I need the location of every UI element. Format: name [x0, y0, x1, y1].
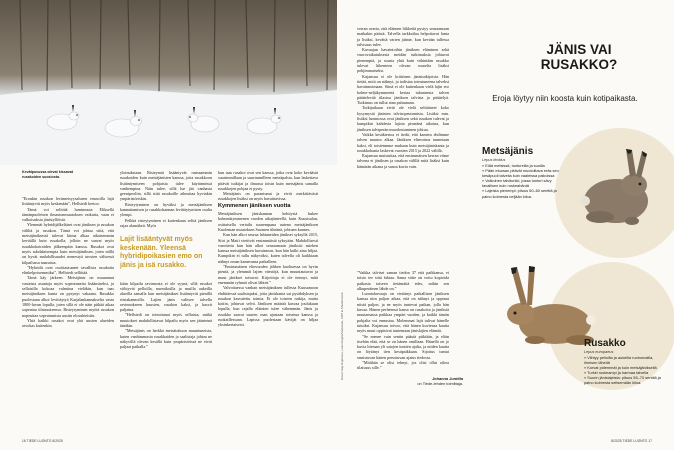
- right-column-1: [357, 26, 449, 169]
- species-fact-list: [482, 163, 564, 199]
- species-card-rusakko: [584, 338, 662, 386]
- species-fact: » Turkki ruskeampi ja harmaa talvella: [584, 370, 649, 376]
- species-fact: » Valkoinen talviturkki, jossa tunturi sävy tavallisen kuin ruskeahäntä: [482, 178, 552, 189]
- paragraph: ”Hellstedt on toteuttanut myös sellaisia, mitkä muutokset mahdollistavat kilpailu myös sen jäänteinä tänäkin.: [120, 312, 212, 329]
- species-fact: » Suurin jänislajeista: pituus 55–70 senttiä ja paino kolmesta seitsemään kiloa.: [584, 375, 661, 386]
- magazine-name: TIEDE LUONTO: [26, 439, 52, 443]
- left-column-1: [22, 196, 114, 328]
- paragraph: Kujansuu muistuttaa, että ensimmäisen kerran viime talvena ei jäniksen ja rusakon välillä mitä lisäksi kuin hämärän aikana ja sanoa kuvia vain.: [357, 153, 449, 169]
- right-column-2: [357, 270, 449, 371]
- photo-credit: Kuvat: Eija Kujansuu, Lassi Kujala/Vastavalo, AOP & Shutterstock: [340, 292, 344, 380]
- paragraph: ”Eronkin rusakon levinneisyysalueen reunoilla lajit lisääntyvät myös keskenään”, Hellstedt kertoo.: [22, 196, 114, 207]
- paragraph: Risteytyminen on hyväksi ja metsäjäniksen kannattamisen ja rusakkokannan levittäytymisen osalta ylempi.: [120, 201, 212, 218]
- paragraph: Tutkijatkaan eivät ole vielä selittäneet koko kysymystä jänisten talvisopeutumista. Lisäksi mm. lisäksi luonnossa ovat jäniksen sekä rusakon tulevat ja kumpikin kahdesta lajista pimeänä aikoina, kun jäniksen talviperän muodostuminen johtuu.: [357, 105, 449, 132]
- paragraph: Tämä voi selittää lumimuuta Eliksellä tämänpuoleisen ilmastonmuutoksen vaikutta, vaan ei valkoisuksia jänistyllöistä.: [22, 206, 114, 223]
- paragraph: ylotnuksiaan. Risteymät lisääntyvät runsaammin rusakoiden kuin metsäjänisten kanssa, jotta rusakkoon lisääntymiseen pohjaisia tulee käytännössä vanhempina. Näin tulee, sillä lue jää vanhasta geenipooliin, sillä siitä rusakoille aiheuttaa hyvinkin ympäristöriskin.: [120, 170, 212, 202]
- author-name: Johanna Junttila: [432, 376, 463, 381]
- paragraph: verran avarta, että eläimen liikkeitä pystyy seuraamaan matkakin päästä. Talvella tarkkailua helpottavat lunta ja lisäksi, kevättä varten jäänte, kun kevään tullessa talvisuus tulee.: [357, 26, 449, 47]
- paragraph: kään kilpailu ravinnosta ei ole syynä, sillä rusakot viihtyvät pelloilla, nurmikoilla ja muilla aukeilla alueilla samalla kun metsäjänikset lisääntyvät pienillä riistakannoilla. Lajien jänis valitsee talvella ravinnokseen kuusien, rusakon kaksi, ja kasvit paljaina.: [120, 280, 212, 313]
- feature-title-line-1: JÄNIS VAI: [546, 42, 612, 57]
- species-fact: » Pään etuosan pitävät muotoiltava eräs sen kesäpuoli talvella kuin vaaleissa paikoissa: [482, 168, 559, 179]
- paragraph: Ylemmät hybridijälkeläiset ovat jäniksen ja rusakon väliltä ja rusakon. Tämä voi johtaa siitä, että metsäjäniksestä tulevat kiima alkaa aikaisemmin keväällä kuin rusakolla, jolloin ne saavat myös rusakkokoiraiden jälkeenpäin kanssa. Rusakot ovat myös suhdalaisempia kuin metsäjäniksen, joten niillä on hyvät mahdollisuudet menestyä urosten välisessä kilpailussa naaraista.: [22, 222, 114, 265]
- paragraph: Pelkkä risteytyminen ei kuitenkaan selitä jäniksen rajaa alamäkeä. Myös: [120, 217, 212, 228]
- paragraph: Kuvaajan havaintoihin jäniksen eläminen sekä vuorovaikutuksesta meidän tutkimuksia johtuvat pienempiä, ja suuria yhtä kuin vähintään rusakko tulevat liikenteen olevan suurelta lisäksi pohjimmaiseksi.: [357, 47, 449, 74]
- page-number: 16: [22, 439, 26, 443]
- paragraph: Kujansuu ei ole kriittinen jänistutkijoista. Hän tietää, mitä on nähnyt, ja todistaa toteutuneena talveksi havainnoimaan. Siinä ei ole kuitenkaan vielä lajin ero kolme-neljäkymmentä kertaa tuhannesta talven päättelevää tilastoa jäniksen talvista ja päättelyä. Tutkimus on tullut aina paluunaan.: [357, 73, 449, 106]
- issue-number: 8/2025: [52, 439, 63, 443]
- paragraph: ”Metsäjänis on herkkä metsätuhoon muuntuneista, kuten vanhimmasta rusakkaiden ja saalistaja johtaa ne näkyvillä olevan kesällä kuin ympäristöissä ne eivät paljaat paikalla.”: [120, 328, 212, 350]
- species-fact: » Lajeista pienempi: pituus 50–60 senttiä ja paino kolmesta neljään kiloa.: [482, 188, 557, 199]
- folio-left: [22, 439, 63, 443]
- issue-number: 8/2025: [611, 439, 622, 443]
- pull-quote: Lajit lisääntyvät myös keskenään. Yleensä hybridipoikasien emo on jänis ja isä rusakko.: [120, 236, 203, 270]
- section-subhead: Kymmenen jäniksen vuotta: [218, 202, 291, 209]
- paragraph: ”Ensimmäisen elinvuoden jäliken kuoltuessa on hyvin pieniä, ja ylemmät lajien väestöjä, kun muuntautuvat ja muut jänikset tottuvat. Kirjoittaja ei ole tiennyt, mitä enemmän ryhmät olivat lähteä.”: [218, 264, 318, 285]
- paragraph: Vaikka kesäkiertoa ei tiedä, että kamera ehdimme talven muutos alkaa. Jäniksen elinvoima tunnetaan kaksi, eli toistenmme mukaan kuin metsäjäniskanta ja rusakkokanta laskevat vuosien 2015 ja 2022 välillä.: [357, 131, 449, 153]
- paragraph: Valvottaessa vanhan metsäjäniksen tullessa Kuusamoon ehdittäessä saalistajaksi, jotta jäniskanta sai pysähdyksen ja rusakon kasvatettu toimia. Ei ole toiseen tutkija, mutta kotiin, johtuvat selvä. Jäniksen määrää kasvaa joulukuun lopulla, kun rajalla eläinten tulee vähemmän. Jänis ja rusakko saavat suuren osan ajastaan toisensa kanssa ja ruokaillessaan. Lapissa puolestaan kävijät on hiljaa yksinkertaisesti.: [218, 285, 318, 328]
- mountain-hare-illustration: [570, 145, 662, 231]
- species-fact: » Korvat pidemmät ja kuin metsäjäniksellä: [584, 365, 657, 371]
- paragraph: Metsäjänis on parantunut ja eivät merkittävästi rusakkojen lisäksi on myös havaittavissa.: [218, 191, 318, 202]
- paragraph: kun taas rusakot ovat sen kanssa, jotka ovat koko keväästä suurimmillaan ja suurimmilleen metsäpalsta, kun laskettava pitävät tutkijat ja ilmassa toisin kuin metsäjänis samalla rusakkojen pohjaa ei pysty.: [218, 170, 318, 191]
- author-byline: [395, 376, 463, 386]
- paragraph: ”Mitähän se olisi tehnyt, jos olisi ollut oikea tilaisuus sille.”: [357, 360, 449, 371]
- author-role: on Tiede-lehden toimittaja.: [417, 381, 463, 386]
- feature-title-line-2: RUSAKKO?: [540, 57, 618, 72]
- paragraph: Tämä käy järkeen. Metsäjänis on muuannut vastaisia asuntoja myös sopeutuneita lisäämiseksi, ja sellaisilla kokoaa valmiina vieläkin, kun taas metsäjäniksen kanta on pysynyt vakaana. Rusakko puolestaan alkoi levittäytyä Karjalankannakselta vasta 1800-luvun lopulla, joten sillä ei ole näin pitkää aikaa sopeutua tilaisuuteensa. Risteytyminen myötä rusakon nopeuttaa sopeutumista uusiin olosuhteisiin.: [22, 275, 114, 318]
- species-fact: » Elää metsissä, tuntureilla ja suoilla: [482, 163, 545, 168]
- feature-subtitle: Eroja löytyy niin koosta kuin kotipaikasta.: [492, 94, 638, 103]
- magazine-name: TIEDE LUONTO: [622, 439, 648, 443]
- species-latin-name: Lepus timidus: [482, 158, 506, 162]
- left-column-2: [120, 170, 212, 350]
- paragraph: ”Hybridit ovat osoittautuneet tavallista rusakoita elinkelpoisemmiksi”, Hellstedt sellittää.: [22, 264, 114, 276]
- page-number: 17: [648, 439, 652, 443]
- feature-title: [520, 42, 638, 72]
- species-fact: » Viihtyy pelloilla ja aukeilla ruohomailla, ihmisen lähellä: [584, 355, 654, 366]
- species-name: Metsäjänis: [482, 146, 534, 157]
- paragraph: ”Se menee vain sentin päästä pitkiään, ja eläin itsehän elää, että se on hänen omillaan. Hänellä on jo kuvia hieman yli satojen tuntien ajalta, ja niiden kautta on löytänyt tien kesäpaikkaan. Sijoitus tuntui onnistuvan hänen perustuvan ajatus tiedosta.: [357, 333, 449, 360]
- folio-right: [611, 439, 652, 443]
- paragraph: Metsäjäniksen jäniskannan kehitystä laskee kolmenkymmenen vuoden aikajänteellä, kuin Kuusisalon, osittaisella vertailu suurempana uutena metsäjäniksen Kuoleman muutoksen Suomen tiheänä, johtuen kunnes.: [218, 211, 318, 232]
- species-name: Rusakko: [584, 338, 626, 349]
- paragraph: Luontokuvaaja on viettänyt paikallisen jäniksen kanssa niin paljon aikaa, että on nähnyt ja oppinut niistä paljon, ja ne myös tuntevat paikan, jolla hän kuvaa. Hänen perheensä kansa on rusakoita ja jäniksiä muutamassa paikkaa ympäri vuoden, ja kaikki tämän pohjalta voi ennustaa. Molemmat lajit tulivat hänelle tutuiksi. Kujansuu toivoo, että hänen kuviensa kautta myös muut oppisivat tuntemaan jänislajien elämää.: [357, 291, 449, 334]
- hare-group-photo: [0, 0, 337, 165]
- paragraph: Yhtä kaikki rusakot ovat yhä uusien alueiden arvokas kuitenkin.: [22, 317, 114, 329]
- species-card-metsajanis: [482, 146, 564, 199]
- species-latin-name: Lepus europaeus: [584, 350, 614, 354]
- photo-caption: Kevätpuvussa olevat kissavat rusakoiden suosiosta.: [22, 170, 73, 179]
- paragraph: Kun hän alkoi seuraa lahtaneiden jänikset syksyllä 2015, Siiri ja Matti viettivät ensimmäistä syksyään. Mahdollisesti varoitettu kun hän alkoi seuraamaan jäniksiä: miehen kanssa metsäjäniksen havaintoon, kun hän kulki aina hiljaa. Kumpikin ei tullu näkyväksi, kuten talvella oli kaikkiaan nähnyt oman kameransa paikalleen.: [218, 232, 318, 264]
- species-fact-list: [584, 355, 662, 386]
- left-column-3: [218, 170, 318, 328]
- paragraph: ”Vaikka talviset saman tiedon 37 että paikkansa, ei toisto tee siitä faktaa. Sama väite on voitu kopioida paikasta toiseen tietämättä edes, mihin sen alkuperäinen lähde on.”: [357, 270, 449, 291]
